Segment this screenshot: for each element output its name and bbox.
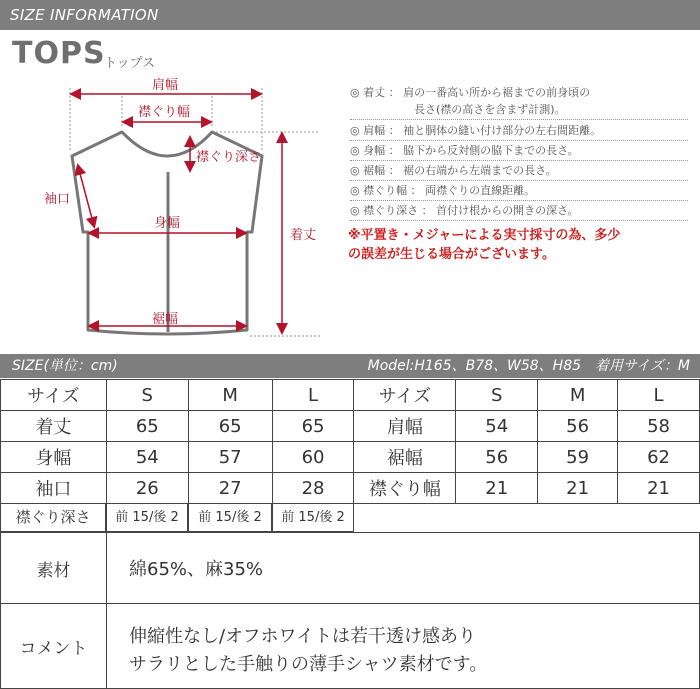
size-unit-label: SIZE(単位：cm) [12, 358, 118, 374]
note-eriguri-fukasa: ◎ 襟ぐり深さ ： 首付け根からの開きの深さ。 [350, 202, 688, 221]
note-katahaba: ◎ 肩幅 ： 袖と胴体の縫い付け部分の左右間距離。 [350, 122, 688, 141]
comment-label: コメント [1, 604, 107, 688]
table-cell: 59 [538, 442, 618, 473]
note-mihaba: ◎ 身幅 ： 脇下から反対側の脇下までの長さ。 [350, 142, 688, 161]
table-row [1, 411, 700, 442]
size-unit-bar [0, 354, 700, 378]
tops-subtitle: トップス [104, 56, 156, 71]
table-cell: 65 [106, 411, 188, 442]
table-cell: 裾幅 [354, 442, 456, 473]
table-header-row [1, 380, 700, 411]
comment-section [0, 603, 700, 689]
table-cell: 前 15/後 2 [272, 503, 354, 532]
table-header-cell: S [106, 380, 188, 411]
label-eriguri-fukasa: 襟ぐり深さ [196, 150, 262, 165]
table-cell: 前 15/後 2 [106, 503, 188, 532]
table-row [1, 442, 700, 473]
table-header-cell: S [456, 380, 538, 411]
table-header-cell: L [272, 380, 354, 411]
table-cell: 56 [538, 411, 618, 442]
label-kitake: 着丈 [290, 228, 317, 243]
table-cell: 27 [188, 473, 272, 504]
table-cell: 前 15/後 2 [188, 503, 272, 532]
eriguri-fukasa-row [0, 503, 354, 532]
table-cell: 56 [456, 442, 538, 473]
label-katahaba: 肩幅 [152, 78, 179, 93]
comment-line-2: サラリとした手触りの薄手シャツ素材です。 [129, 654, 488, 675]
table-row [1, 473, 700, 504]
table-cell: 58 [618, 411, 700, 442]
table-cell: 21 [538, 473, 618, 504]
label-susohaba: 裾幅 [152, 312, 179, 327]
table-cell: 65 [188, 411, 272, 442]
size-info-header: SIZE INFORMATION [0, 0, 700, 30]
table-header-cell: L [618, 380, 700, 411]
note-eriguri-haba: ◎ 襟ぐり幅 ： 両襟ぐりの直線距離。 [350, 182, 688, 201]
label-eriguri-haba: 襟ぐり幅 [138, 105, 191, 120]
table-cell: 着丈 [1, 411, 107, 442]
table-cell: 21 [618, 473, 700, 504]
label-mihaba: 身幅 [154, 216, 181, 231]
model-info: Model:H165、B78、W58、H85 着用サイズ：M [367, 358, 690, 374]
table-cell: 襟ぐり深さ [0, 503, 106, 532]
size-table [0, 379, 700, 504]
table-cell: 60 [272, 442, 354, 473]
table-cell: 襟ぐり幅 [354, 473, 456, 504]
table-header-cell: サイズ [354, 380, 456, 411]
comment-line-1: 伸縮性なし/オフホワイトは若干透け感あり [129, 626, 476, 647]
note-susohaba: ◎ 裾幅 ： 裾の右端から左端までの長さ。 [350, 162, 688, 181]
label-sodeguchi: 袖口 [44, 192, 71, 207]
table-header-cell: サイズ [1, 380, 107, 411]
table-cell: 28 [272, 473, 354, 504]
table-header-cell: M [188, 380, 272, 411]
table-cell: 身幅 [1, 442, 107, 473]
material-section [0, 532, 700, 604]
table-cell: 54 [456, 411, 538, 442]
table-cell: 21 [456, 473, 538, 504]
measurement-warning: ※平置き・メジャーによる実寸採寸の為、多少 の誤差が生じる場合がございます。 [348, 228, 621, 262]
table-cell: 54 [106, 442, 188, 473]
note-kitake-2: 長さ(襟の高さを含まず計測)。 [350, 101, 688, 120]
table-header-cell: M [538, 380, 618, 411]
table-cell: 肩幅 [354, 411, 456, 442]
material-label: 素材 [1, 533, 107, 603]
tops-title: TOPS [12, 36, 106, 71]
table-cell: 65 [272, 411, 354, 442]
material-value: 綿65%、麻35% [129, 559, 264, 580]
note-kitake-1: ◎ 着丈 ： 肩の一番高い所から裾までの前身頃の [350, 86, 591, 99]
table-cell: 62 [618, 442, 700, 473]
table-cell: 57 [188, 442, 272, 473]
table-cell: 袖口 [1, 473, 107, 504]
table-cell: 26 [106, 473, 188, 504]
